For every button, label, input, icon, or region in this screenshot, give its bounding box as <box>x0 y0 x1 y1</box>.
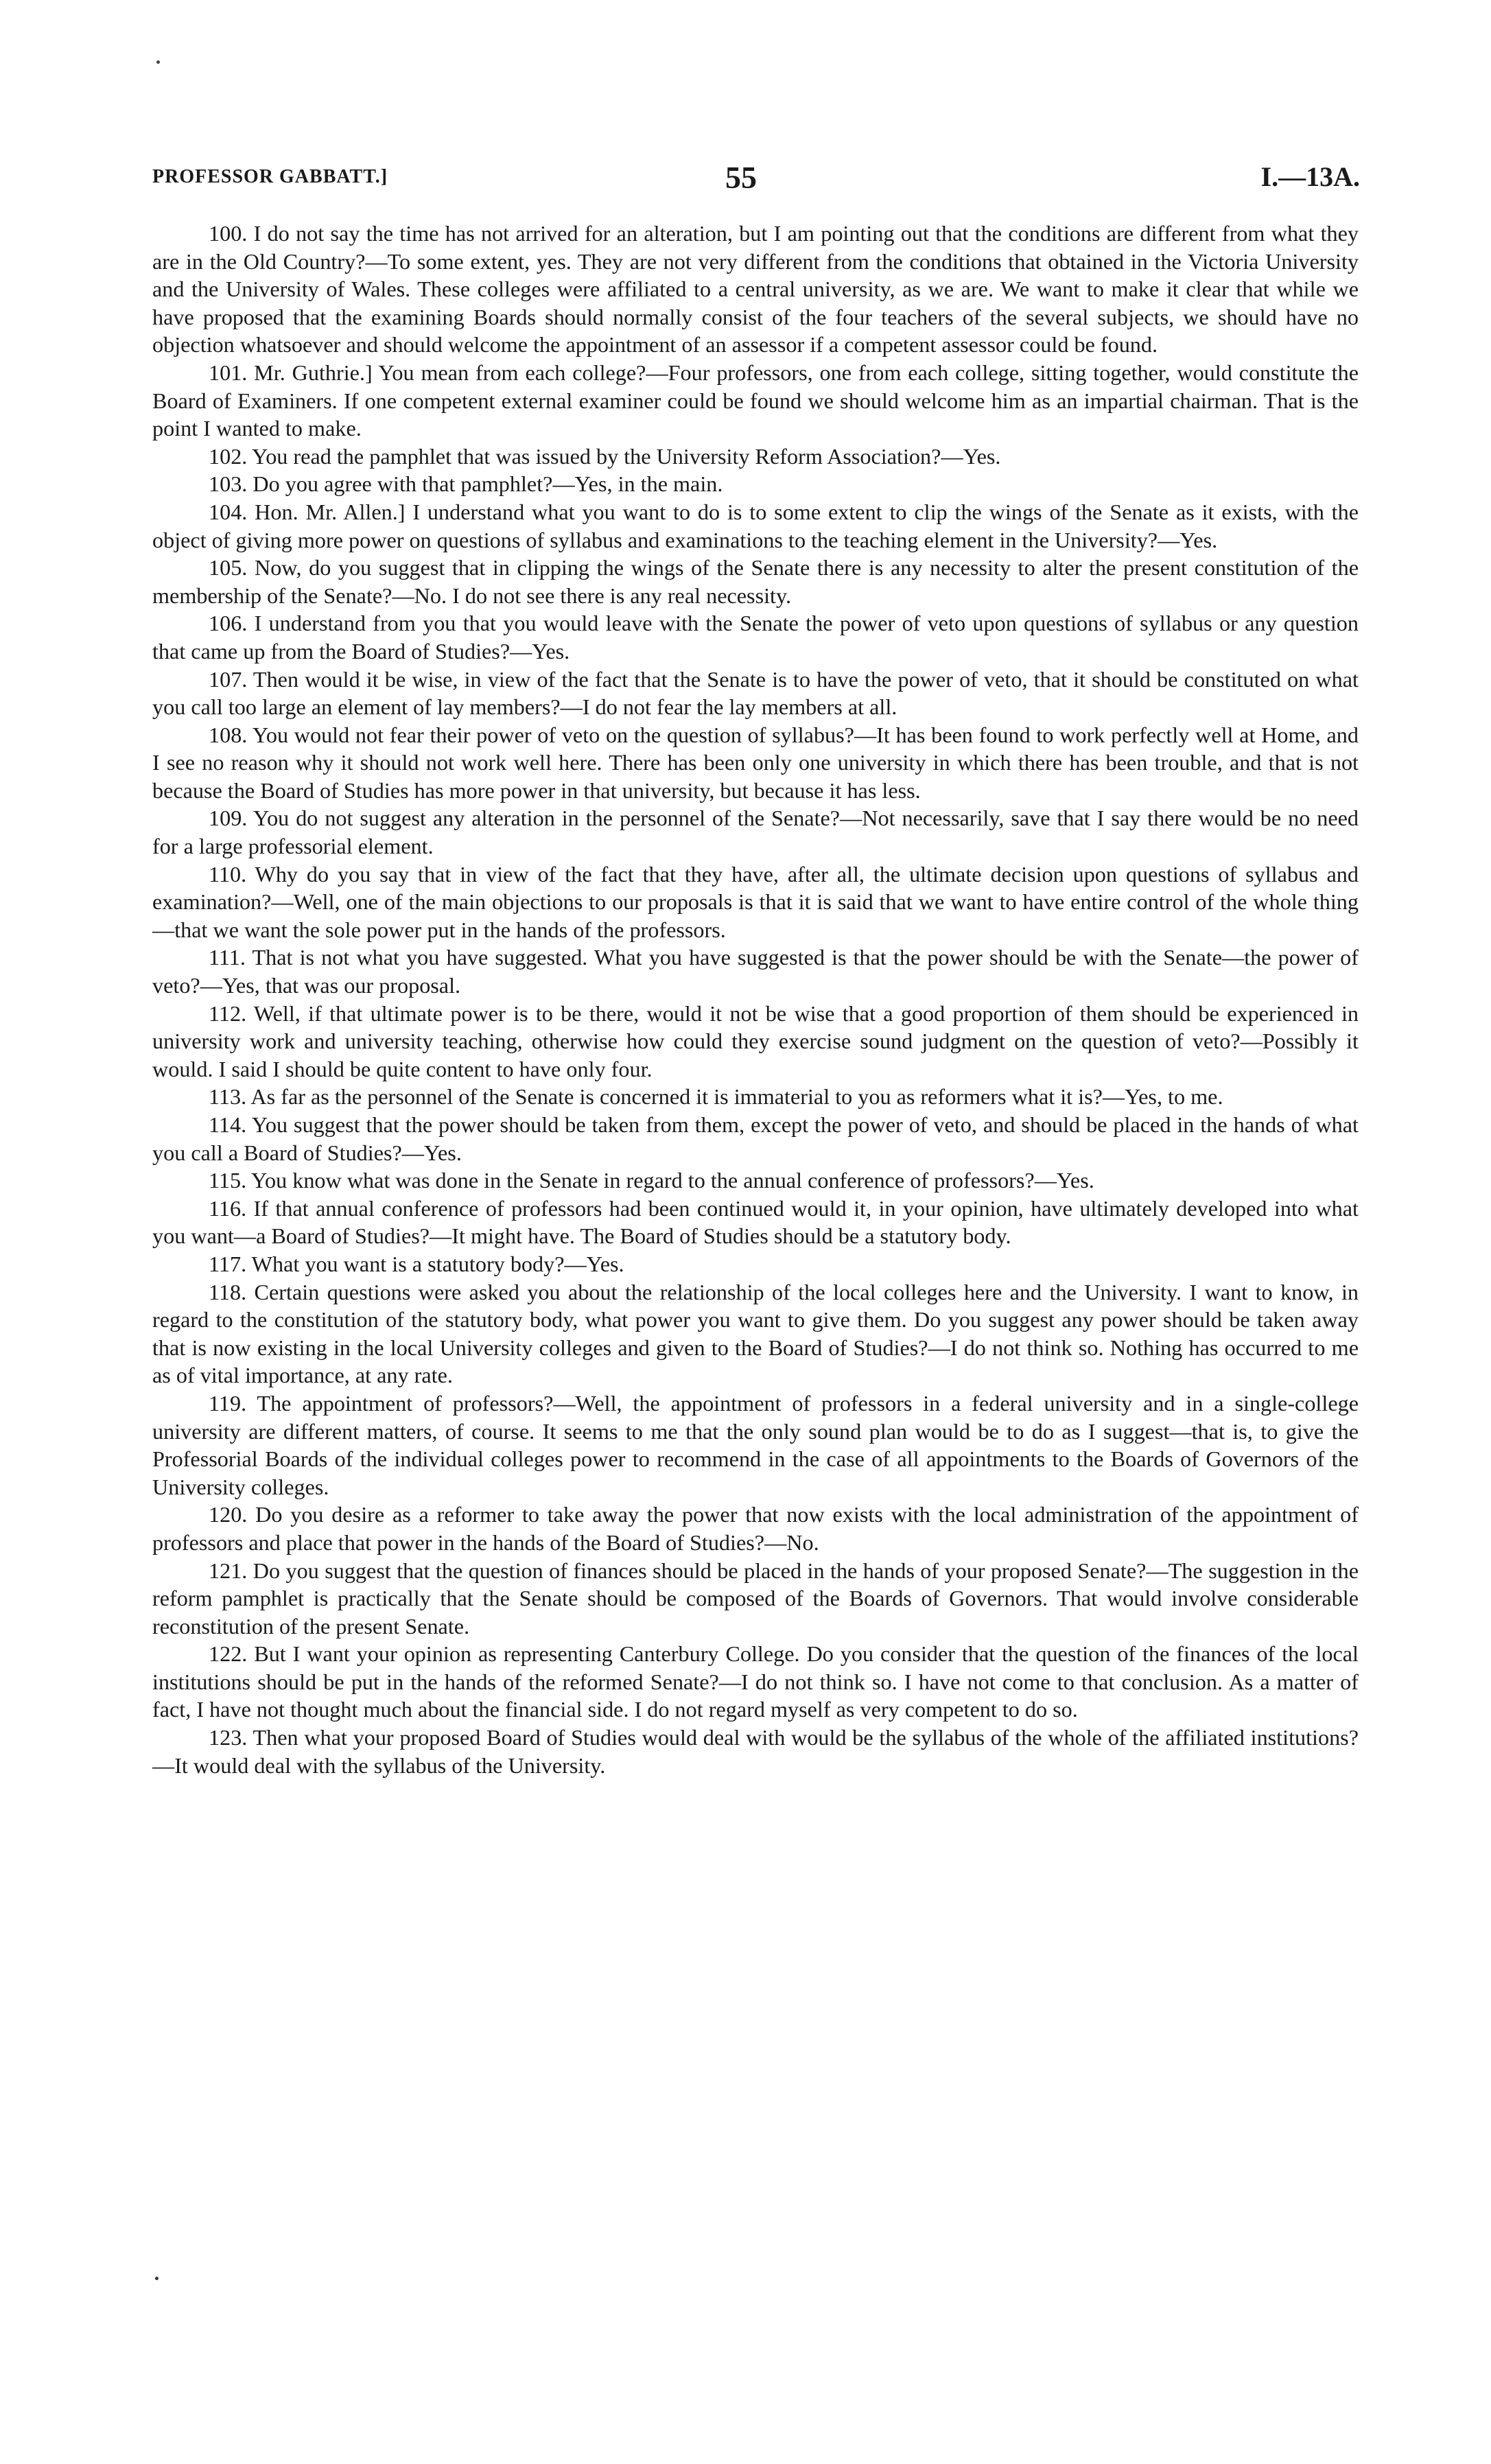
paragraph-117: 117. What you want is a statutory body?—Yes. <box>209 1251 624 1276</box>
paragraph-114: 114. You suggest that the power should be taken from them, except the power of veto, and should be placed in the hands of what you call a Board of Studies?—Yes. <box>152 1112 1359 1165</box>
page-header <box>152 159 1360 200</box>
paragraph-119: 119. The appointment of professors?—Well, the appointment of professors in a federal university and in a single-college university are different matters, of course. It seems to me that the only sound plan would be to do as I suggest—that is, to give the Professorial Boards of the individual colleges power to recommend in the case of all appointments to the Boards of Governors of the University colleges. <box>152 1390 1359 1499</box>
paragraph-101: 101. Mr. Guthrie.] You mean from each college?—Four professors, one from each college, sitting together, would constitute the Board of Examiners. If one competent external examiner could be found we should welcome him as an impartial chairman. That is the point I wanted to make. <box>152 360 1359 441</box>
testimony-text <box>152 220 1359 1779</box>
paragraph-120: 120. Do you desire as a reformer to take away the power that now exists with the local administration of the appointment of professors and place that power in the hands of the Board of Studies?—No. <box>152 1502 1359 1555</box>
paragraph-106: 106. I understand from you that you would leave with the Senate the power of veto upon questions of syllabus or any question that came up from the Board of Studies?—Yes. <box>152 611 1359 664</box>
paragraph-112: 112. Well, if that ultimate power is to be there, would it not be wise that a good proportion of them should be experienced in university work and university teaching, otherwise how could they exercise sound judgment on the question of veto?—Possibly it would. I said I should be quite content to have only four. <box>152 1000 1359 1081</box>
paragraph-109: 109. You do not suggest any alteration in the personnel of the Senate?—Not necessarily, save that I say there would be no need for a large professorial element. <box>152 806 1359 859</box>
paragraph-104: 104. Hon. Mr. Allen.] I understand what you want to do is to some extent to clip the wings of the Senate as it exists, with the object of giving more power on questions of syllabus and examinations to the teaching element in the University?—Yes. <box>152 499 1359 552</box>
document-reference: I.—13A. <box>1260 161 1360 192</box>
page-number: 55 <box>725 160 757 195</box>
paragraph-113: 113. As far as the personnel of the Senate is concerned it is immaterial to you as reformers what it is?—Yes, to me. <box>209 1084 1223 1110</box>
paragraph-122: 122. But I want your opinion as representing Canterbury College. Do you consider that the question of the finances of the local institutions should be put in the hands of the reformed Senate?—I do not think so. I have not come to that conclusion. As a matter of fact, I have not thought much about the financial side. I do not regard myself as very competent to do so. <box>152 1641 1359 1722</box>
paragraph-108: 108. You would not fear their power of veto on the question of syllabus?—It has been found to work perfectly well at Home, and I see no reason why it should not work well here. There has been only one university in which there has been trouble, and that is not because the Board of Studies has more power in that university, but because it has less. <box>152 722 1359 803</box>
paragraph-111: 111. That is not what you have suggested. What you have suggested is that the power should be with the Senate—the power of veto?—Yes, that was our proposal. <box>152 945 1359 998</box>
paragraph-107: 107. Then would it be wise, in view of the fact that the Senate is to have the power of veto, that it should be constituted on what you call too large an element of lay members?—I do not fear the lay members at all. <box>152 666 1359 720</box>
scan-speck <box>156 60 160 64</box>
paragraph-100: 100. I do not say the time has not arrived for an alteration, but I am pointing out that the conditions are different from what they are in the Old Country?—To some extent, yes. They are not very different from the conditions that obtained in the Victoria University and the University of Wales. These colleges were affiliated to a central university, as we are. We want to make it clear that while we have proposed that the examining Boards should normally consist of the four teachers of the several subjects, we should have no objection whatsoever and should welcome the appointment of an assessor if a competent assessor could be found. <box>152 221 1359 357</box>
paragraph-116: 116. If that annual conference of professors had been continued would it, in your opinion, have ultimately developed into what you want—a Board of Studies?—It might have. The Board of Studies should be a statutory body. <box>152 1195 1359 1249</box>
paragraph-115: 115. You know what was done in the Senate in regard to the annual conference of professors?—Yes. <box>209 1168 1094 1193</box>
paragraph-105: 105. Now, do you suggest that in clipping the wings of the Senate there is any necessity to alter the present constitution of the membership of the Senate?—No. I do not see there is any real necessity. <box>152 555 1359 608</box>
paragraph-121: 121. Do you suggest that the question of finances should be placed in the hands of your proposed Senate?—The suggestion in the reform pamphlet is practically that the Senate should be composed of the Boards of Governors. That would involve considerable reconstitution of the present Senate. <box>152 1558 1359 1639</box>
paragraph-123: 123. Then what your proposed Board of Studies would deal with would be the syllabus of the whole of the affiliated institutions?—It would deal with the syllabus of the University. <box>152 1725 1359 1778</box>
header-speaker: PROFESSOR GABBATT.] <box>152 166 388 187</box>
paragraph-110: 110. Why do you say that in view of the fact that they have, after all, the ultimate decision upon questions of syllabus and examination?—Well, one of the main objections to our proposals is that it is said that we want to have entire control of the whole thing—that we want the sole power put in the hands of the professors. <box>152 861 1359 942</box>
paragraph-103: 103. Do you agree with that pamphlet?—Yes, in the main. <box>209 471 723 497</box>
paragraph-118: 118. Certain questions were asked you about the relationship of the local colleges here and the University. I want to know, in regard to the constitution of the statutory body, what power you want to give them. Do you suggest any power should be taken away that is now existing in the local University colleges and given to the Board of Studies?—I do not think so. Nothing has occurred to me as of vital importance, at any rate. <box>152 1279 1359 1388</box>
paragraph-102: 102. You read the pamphlet that was issued by the University Reform Association?—Yes. <box>209 443 1001 469</box>
scan-speck <box>155 2277 159 2280</box>
